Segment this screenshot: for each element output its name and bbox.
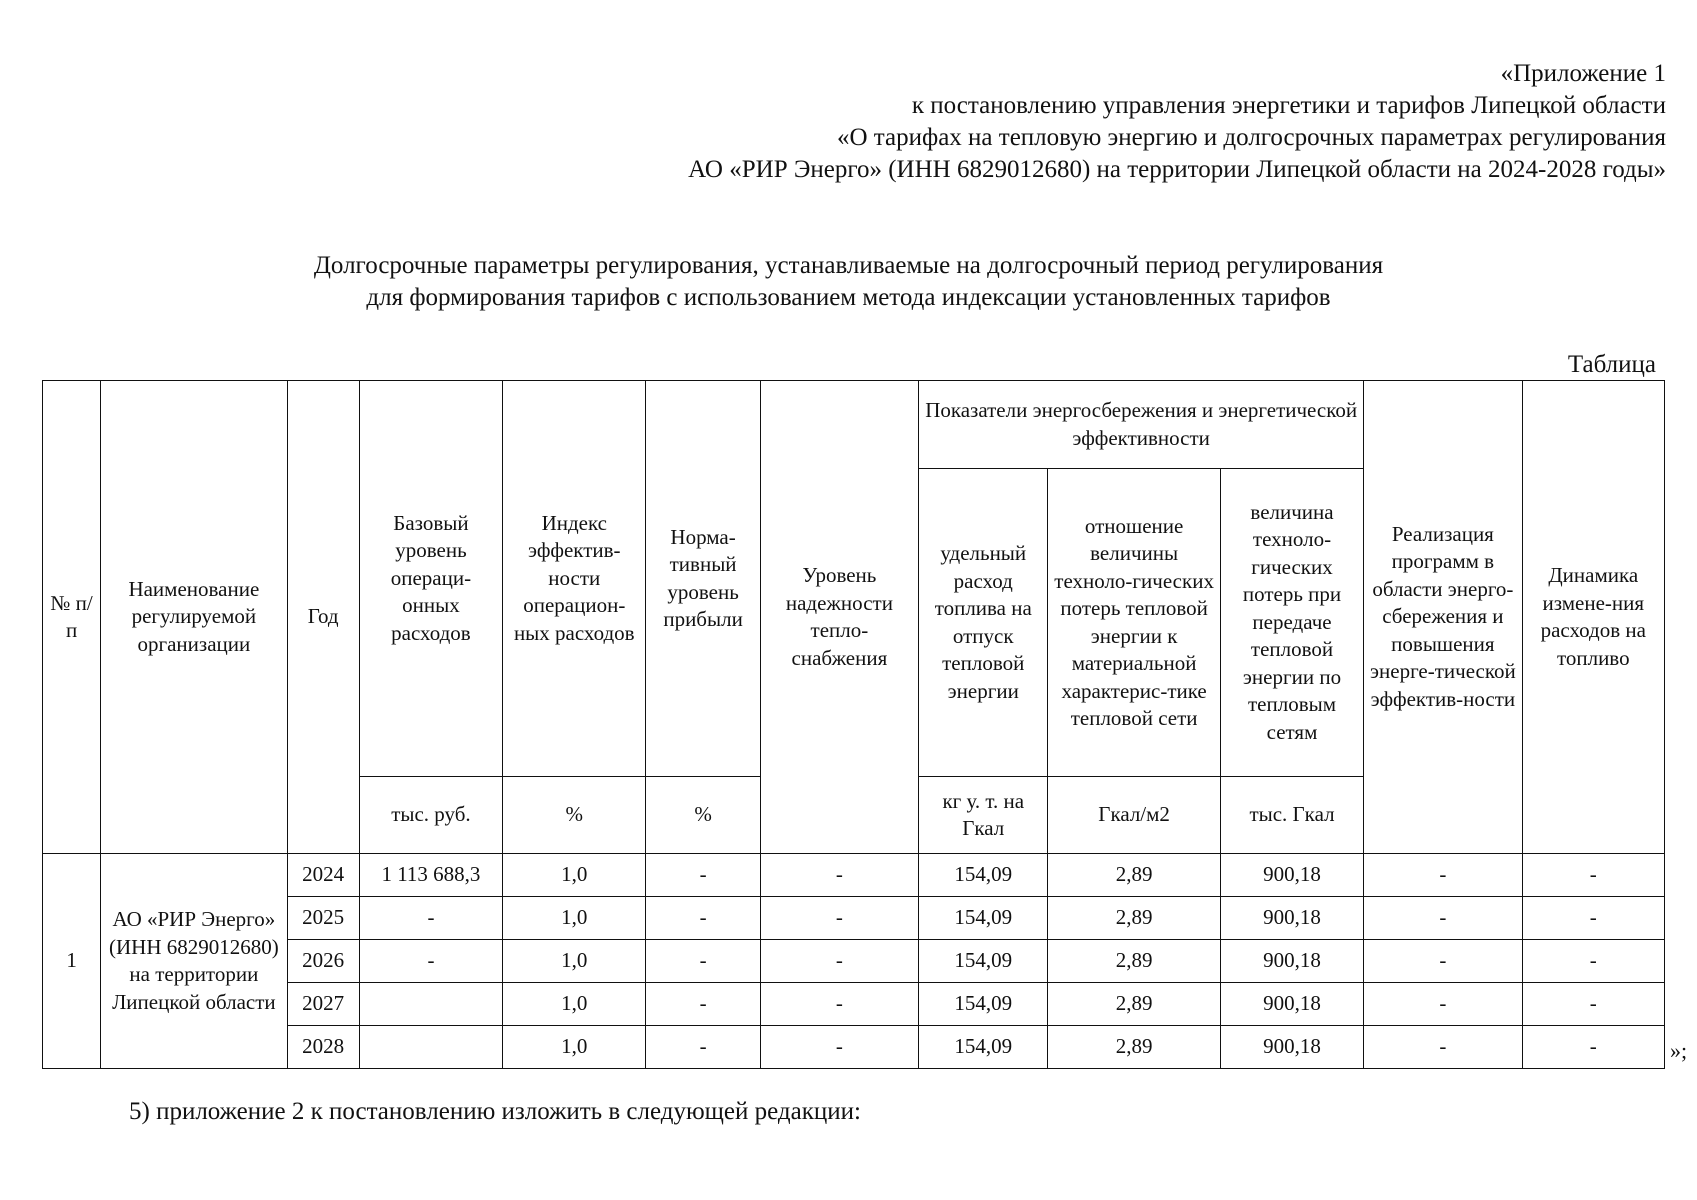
header-line: «О тарифах на тепловую энергию и долгосрочных параметрах регулирования	[837, 124, 1666, 151]
cell-losses: 900,18	[1220, 983, 1363, 1026]
cell-index: 1,0	[503, 983, 646, 1026]
col-header-year: Год	[287, 381, 359, 854]
cell-fuel: 154,09	[919, 1026, 1048, 1069]
cell-profit: -	[646, 1026, 760, 1069]
col-header-org: Наименование регулируемой организации	[101, 381, 287, 854]
cell-year: 2026	[287, 940, 359, 983]
cell-profit: -	[646, 854, 760, 897]
col-header-base: Базовый уровень операци-онных расходов	[359, 381, 502, 777]
cell-ratio: 2,89	[1048, 983, 1220, 1026]
col-header-reliability: Уровень надежности тепло-снабжения	[760, 381, 918, 854]
cell-year: 2024	[287, 854, 359, 897]
cell-index: 1,0	[503, 854, 646, 897]
cell-fuel: 154,09	[919, 854, 1048, 897]
cell-programs: -	[1364, 983, 1522, 1026]
document-heading	[0, 250, 1697, 314]
table-row	[43, 854, 1665, 897]
heading-line: для формирования тарифов с использованием метода индексации установленных тарифов	[366, 284, 1331, 311]
cell-dynamics: -	[1522, 854, 1664, 897]
col-header-fuel: удельный расход топлива на отпуск тепловой энергии	[919, 469, 1048, 777]
cell-dynamics: -	[1522, 940, 1664, 983]
cell-profit: -	[646, 897, 760, 940]
cell-dynamics: -	[1522, 1026, 1664, 1069]
col-header-dynamics: Динамика измене-ния расходов на топливо	[1522, 381, 1664, 854]
cell-profit: -	[646, 983, 760, 1026]
cell-ratio: 2,89	[1048, 1026, 1220, 1069]
unit-profit: %	[646, 777, 760, 854]
cell-reliability: -	[760, 983, 918, 1026]
col-header-profit: Норма-тивный уровень прибыли	[646, 381, 760, 777]
cell-year: 2025	[287, 897, 359, 940]
col-header-ratio: отношение величины техноло-гических потерь тепловой энергии к материальной характерис-тике тепловой сети	[1048, 469, 1220, 777]
unit-ratio: Гкал/м2	[1048, 777, 1220, 854]
cell-programs: -	[1364, 854, 1522, 897]
entity-org: АО «РИР Энерго» (ИНН 6829012680) на территории Липецкой области	[101, 854, 287, 1069]
unit-fuel: кг у. т. на Гкал	[919, 777, 1048, 854]
amendment-paragraph: 5) приложение 2 к постановлению изложить в следующей редакции:	[129, 1098, 861, 1125]
cell-fuel: 154,09	[919, 983, 1048, 1026]
header-line: к постановлению управления энергетики и тарифов Липецкой области	[911, 92, 1666, 119]
col-header-num: № п/п	[43, 381, 101, 854]
parameters-table	[42, 380, 1665, 1069]
cell-ratio: 2,89	[1048, 854, 1220, 897]
cell-year: 2027	[287, 983, 359, 1026]
header-line: «Приложение 1	[1500, 60, 1666, 87]
cell-fuel: 154,09	[919, 897, 1048, 940]
entity-num: 1	[43, 854, 101, 1069]
cell-index: 1,0	[503, 940, 646, 983]
cell-losses: 900,18	[1220, 1026, 1363, 1069]
cell-index: 1,0	[503, 897, 646, 940]
header-line: АО «РИР Энерго» (ИНН 6829012680) на территории Липецкой области на 2024-2028 годы»	[688, 156, 1666, 183]
cell-base	[359, 1026, 502, 1069]
col-header-index: Индекс эффектив-ности операцион-ных расходов	[503, 381, 646, 777]
cell-reliability: -	[760, 940, 918, 983]
col-header-programs: Реализация программ в области энерго-сбережения и повышения энерге-тической эффектив-ности	[1364, 381, 1522, 854]
document-header	[466, 58, 1666, 186]
cell-index: 1,0	[503, 1026, 646, 1069]
cell-programs: -	[1364, 897, 1522, 940]
cell-year: 2028	[287, 1026, 359, 1069]
cell-ratio: 2,89	[1048, 897, 1220, 940]
cell-losses: 900,18	[1220, 897, 1363, 940]
cell-base	[359, 983, 502, 1026]
cell-reliability: -	[760, 1026, 918, 1069]
cell-base: -	[359, 897, 502, 940]
cell-profit: -	[646, 940, 760, 983]
cell-fuel: 154,09	[919, 940, 1048, 983]
cell-dynamics: -	[1522, 897, 1664, 940]
table-caption: Таблица	[1567, 351, 1656, 378]
col-header-energy-group: Показатели энергосбережения и энергетической эффективности	[919, 381, 1364, 469]
unit-index: %	[503, 777, 646, 854]
cell-reliability: -	[760, 854, 918, 897]
cell-ratio: 2,89	[1048, 940, 1220, 983]
cell-dynamics: -	[1522, 983, 1664, 1026]
cell-reliability: -	[760, 897, 918, 940]
cell-base: 1 113 688,3	[359, 854, 502, 897]
cell-programs: -	[1364, 1026, 1522, 1069]
unit-losses: тыс. Гкал	[1220, 777, 1363, 854]
cell-programs: -	[1364, 940, 1522, 983]
cell-losses: 900,18	[1220, 940, 1363, 983]
cell-losses: 900,18	[1220, 854, 1363, 897]
col-header-losses: величина техноло-гических потерь при передаче тепловой энергии по тепловым сетям	[1220, 469, 1363, 777]
unit-base: тыс. руб.	[359, 777, 502, 854]
closing-quote-mark: »;	[1670, 1038, 1688, 1063]
cell-base: -	[359, 940, 502, 983]
heading-line: Долгосрочные параметры регулирования, устанавливаемые на долгосрочный период регулирования	[313, 252, 1384, 279]
